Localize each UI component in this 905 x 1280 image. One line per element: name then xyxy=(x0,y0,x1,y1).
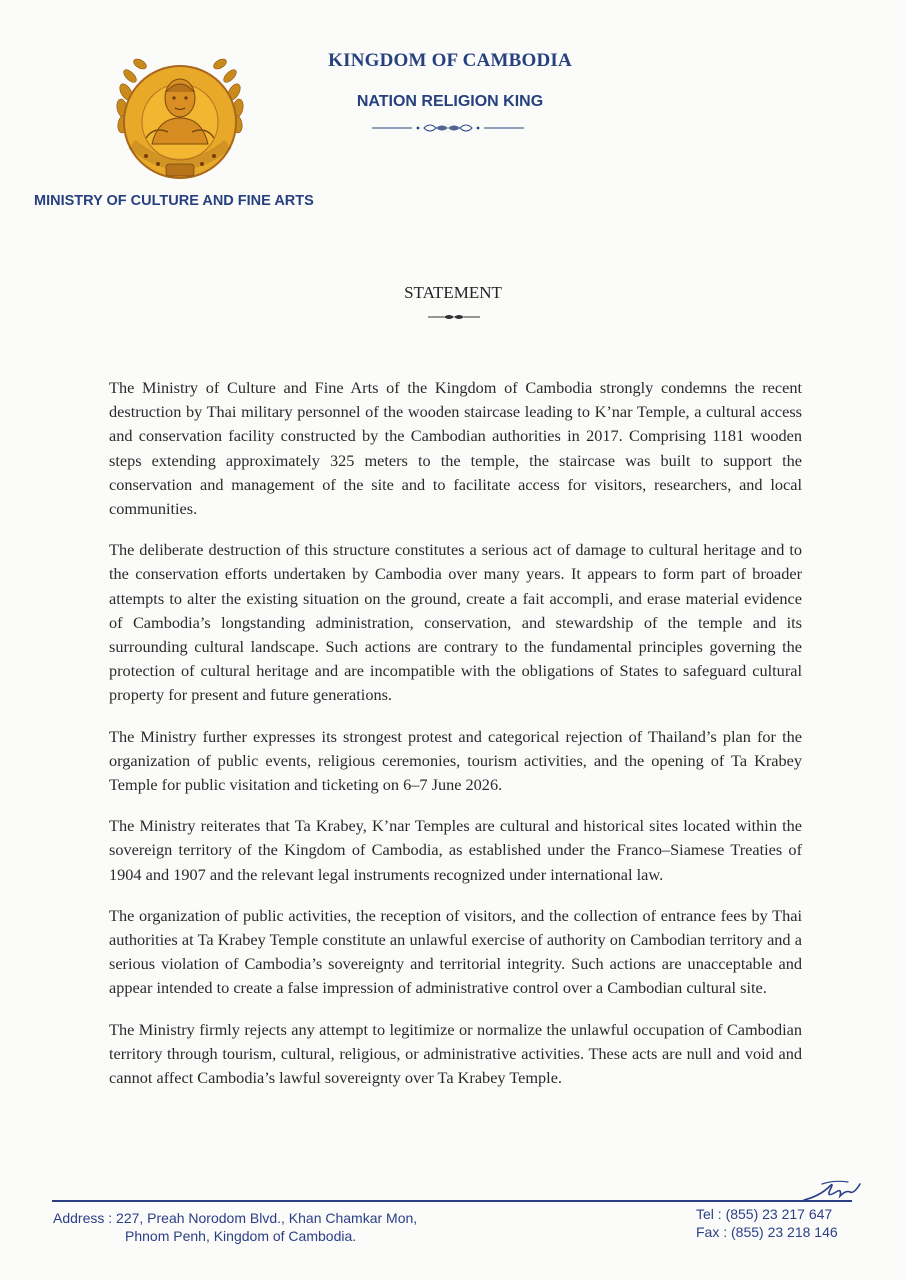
paragraph: The Ministry firmly rejects any attempt to legitimize or normalize the unlawful occupation of Cambodian territory through tourism, cultural, religious, or administrative activities. These acts are null and void and cannot affect Cambodia’s lawful sovereignty over Ta Krabey Temple. xyxy=(109,1019,802,1088)
address-line-2: Phnom Penh, Kingdom of Cambodia. xyxy=(125,1228,357,1244)
address-line-1: Address : 227, Preah Norodom Blvd., Khan Chamkar Mon, xyxy=(53,1210,418,1226)
telephone: Tel : (855) 23 217 647 xyxy=(696,1206,833,1222)
footer-contact xyxy=(696,1205,876,1241)
title-ornament-icon xyxy=(428,312,480,322)
national-motto: NATION RELIGION KING xyxy=(356,93,544,110)
paragraph: The deliberate destruction of this structure constitutes a serious act of damage to cultural heritage and to the conservation efforts undertaken by Cambodia over many years. It appears to form part of broader attempts to alter the existing situation on the ground, create a fait accompli, and erase material evidence of Cambodia’s longstanding administration, conservation, and stewardship of the temple and its surrounding cultural landscape. Such actions are contrary to the fundamental principles governing the protection of cultural heritage and are incompatible with the obligations of States to safeguard cultural property for present and future generations. xyxy=(109,540,802,705)
ministry-emblem-icon xyxy=(112,52,248,182)
statement-body xyxy=(109,376,802,1107)
ministry-name: MINISTRY OF CULTURE AND FINE ARTS xyxy=(34,193,314,209)
paragraph: The Ministry of Culture and Fine Arts of the Kingdom of Cambodia strongly condemns the recent destruction by Thai military personnel of the wooden staircase leading to K’nar Temple, a cultural access and conservation facility constructed by the Cambodian authorities in 2017. Comprising 1181 wooden steps extending approximately 325 meters to the temple, the staircase was built to support the conservation and management of the site and to facilitate access for visitors, researchers, and local communities. xyxy=(109,378,802,519)
paragraph: The Ministry further expresses its strongest protest and categorical rejection of Thailand’s plan for the organization of public events, religious ceremonies, tourism activities, and the opening of Ta Krabey Temple for public visitation and ticketing on 6–7 June 2026. xyxy=(109,726,802,795)
country-name: KINGDOM OF CAMBODIA xyxy=(328,50,572,71)
document-title: STATEMENT xyxy=(404,283,502,302)
paragraph: The organization of public activities, the reception of visitors, and the collection of entrance fees by Thai authorities at Ta Krabey Temple constitute an unlawful exercise of authority on Cambodian territory and a serious violation of Cambodia’s sovereignty and territorial integrity. Such actions are unacceptable and appear intended to create a false impression of administrative control over a Cambodian cultural site. xyxy=(109,905,802,998)
paragraph: The Ministry reiterates that Ta Krabey, K’nar Temples are cultural and historical sites located within the sovereign territory of the Kingdom of Cambodia, as established under the Franco–Siamese Treaties of 1904 and 1907 and the relevant legal instruments recognized under international law. xyxy=(109,816,802,884)
footer-divider xyxy=(52,1200,852,1202)
footer-address xyxy=(53,1209,513,1245)
fax: Fax : (855) 23 218 146 xyxy=(696,1224,838,1240)
divider-ornament-icon xyxy=(372,121,524,135)
